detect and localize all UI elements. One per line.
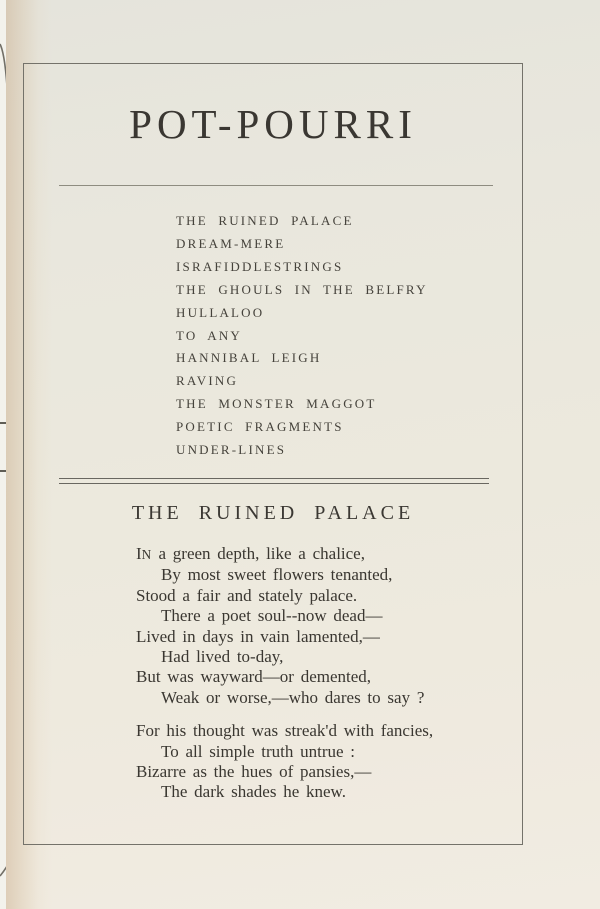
- poem-line: But was wayward—or demented,: [136, 667, 372, 687]
- poem-title: THE RUINED PALACE: [131, 502, 415, 524]
- poem-stanzas: [136, 544, 433, 803]
- poem-line: Bizarre as the hues of pansies,—: [136, 762, 372, 782]
- poem-line: For his thought was streak'd with fancies,: [136, 721, 434, 741]
- poem-stanza: [136, 544, 433, 708]
- contents-item: THE GHOULS IN THE BELFRY: [176, 281, 428, 297]
- page-title: POT-POURRI: [129, 101, 417, 147]
- contents-item: POETIC FRAGMENTS: [176, 419, 344, 435]
- contents-item: RAVING: [176, 373, 239, 389]
- contents-item: HULLALOO: [176, 304, 265, 320]
- poem-text: a green depth, like a chalice,: [151, 544, 365, 563]
- book-page: [6, 0, 600, 909]
- section-double-rule: [59, 478, 489, 484]
- poem-stanza: [136, 721, 433, 803]
- contents-item: THE MONSTER MAGGOT: [176, 396, 377, 412]
- poem-line: [136, 544, 433, 565]
- contents-item: TO ANY: [176, 327, 242, 343]
- poem-line: Weak or worse,—who dares to say ?: [161, 687, 425, 707]
- contents-item: DREAM-MERE: [176, 235, 286, 251]
- poem-line: Lived in days in vain lamented,—: [136, 626, 380, 646]
- title-divider-rule: [59, 185, 493, 186]
- poem-line: By most sweet flowers tenanted,: [161, 565, 393, 585]
- contents-item: ISRAFIDDLESTRINGS: [176, 258, 344, 274]
- poem-line: The dark shades he knew.: [161, 782, 346, 802]
- contents-item: THE RUINED PALACE: [176, 213, 354, 228]
- contents-item: HANNIBAL LEIGH: [176, 350, 322, 366]
- contents-list: [176, 210, 428, 462]
- poem-text: I: [136, 544, 142, 563]
- poem-line: There a poet soul--now dead—: [161, 606, 383, 626]
- poem-line: To all simple truth untrue :: [161, 741, 356, 761]
- page-border-frame: [23, 63, 523, 845]
- poem-line: Stood a fair and stately palace.: [136, 585, 358, 605]
- contents-item: UNDER-LINES: [176, 442, 287, 458]
- poem-line: Had lived to-day,: [161, 647, 284, 667]
- smallcap-text: N: [141, 547, 152, 562]
